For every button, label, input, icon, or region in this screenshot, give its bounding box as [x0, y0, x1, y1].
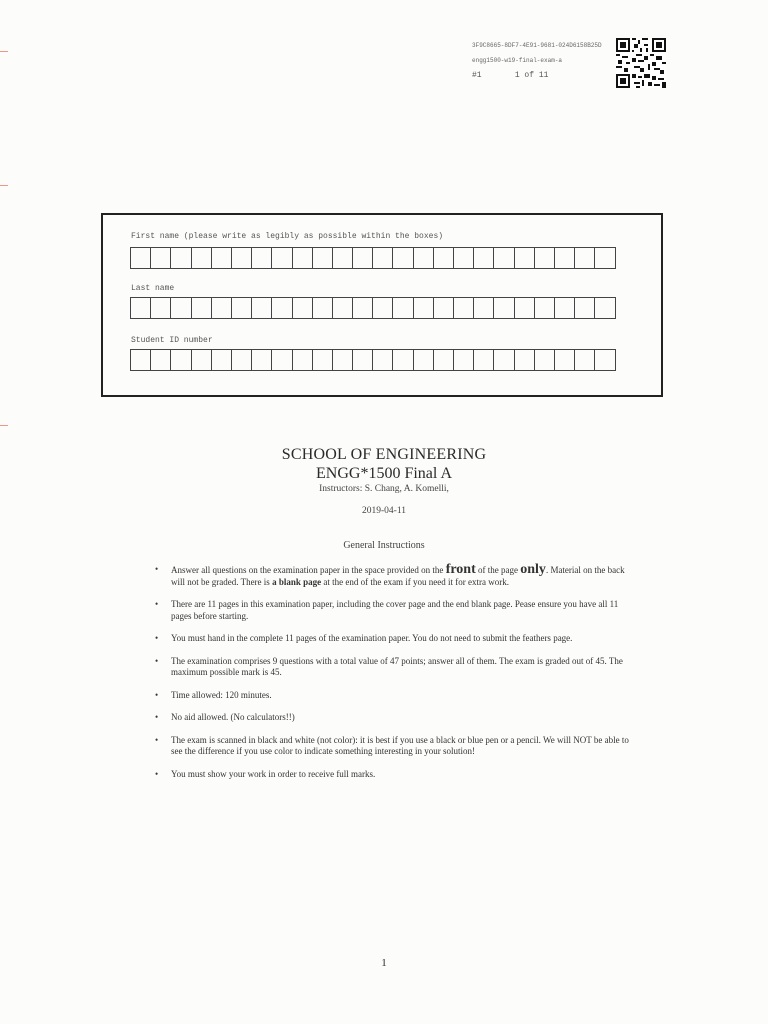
letter-box[interactable] — [352, 297, 373, 319]
letter-box[interactable] — [594, 349, 615, 371]
last-name-boxes[interactable] — [130, 297, 615, 319]
margin-mark — [0, 51, 8, 52]
list-item — [155, 712, 635, 724]
bullet-icon: • — [155, 655, 159, 666]
letter-box[interactable] — [251, 247, 272, 269]
letter-box[interactable] — [271, 349, 292, 371]
letter-box[interactable] — [493, 349, 514, 371]
letter-box[interactable] — [231, 247, 252, 269]
letter-box[interactable] — [574, 297, 595, 319]
letter-box[interactable] — [292, 297, 313, 319]
bullet-icon: • — [155, 633, 159, 643]
letter-box[interactable] — [312, 349, 333, 371]
student-id-label: Student ID number — [131, 336, 213, 345]
letter-box[interactable] — [372, 349, 393, 371]
letter-box[interactable] — [191, 297, 212, 319]
letter-box[interactable] — [413, 297, 434, 319]
letter-box[interactable] — [352, 349, 373, 371]
letter-box[interactable] — [574, 247, 595, 269]
list-item — [155, 690, 635, 702]
instruction-text: You must hand in the complete 11 pages of the examination paper. You do not need to submit the feathers page. — [171, 633, 573, 643]
margin-mark — [0, 185, 8, 186]
letter-box[interactable] — [211, 297, 232, 319]
first-name-label: First name (please write as legibly as possible within the boxes) — [131, 232, 444, 241]
letter-box[interactable] — [191, 247, 212, 269]
instruction-text: No aid allowed. (No calculators!!) — [171, 712, 295, 722]
letter-box[interactable] — [170, 247, 191, 269]
scan-header — [472, 38, 602, 83]
exam-number: #1 — [472, 71, 482, 80]
exam-date: 2019-04-11 — [362, 506, 406, 516]
letter-box[interactable] — [150, 247, 171, 269]
letter-box[interactable] — [493, 247, 514, 269]
course-title: ENGG*1500 Final A — [316, 465, 452, 482]
qr-code-icon — [616, 38, 666, 88]
letter-box[interactable] — [473, 349, 494, 371]
list-item — [155, 564, 635, 588]
letter-box[interactable] — [473, 297, 494, 319]
letter-box[interactable] — [453, 349, 474, 371]
school-title: SCHOOL OF ENGINEERING — [281, 446, 487, 463]
bullet-icon: • — [155, 689, 159, 700]
list-item — [155, 769, 635, 781]
margin-mark — [0, 425, 8, 426]
letter-box[interactable] — [392, 297, 413, 319]
letter-box[interactable] — [231, 297, 252, 319]
letter-box[interactable] — [251, 297, 272, 319]
instructors: Instructors: S. Chang, A. Komelli, — [319, 484, 449, 494]
bullet-icon: • — [155, 564, 159, 574]
bullet-icon: • — [155, 599, 159, 609]
instructions-list — [155, 564, 635, 791]
letter-box[interactable] — [150, 297, 171, 319]
general-instructions-heading: General Instructions — [343, 540, 425, 551]
letter-box[interactable] — [312, 297, 333, 319]
list-item — [155, 599, 635, 622]
instruction-text: Answer all questions on the examination paper in the space provided on the front of the page only. Material on the back will not be graded. There is a blank page at the end of the exam if you need it for extra work. — [171, 562, 625, 587]
list-item — [155, 735, 635, 758]
letter-box[interactable] — [433, 349, 454, 371]
letter-box[interactable] — [534, 297, 555, 319]
letter-box[interactable] — [433, 297, 454, 319]
letter-box[interactable] — [554, 349, 575, 371]
letter-box[interactable] — [433, 247, 454, 269]
letter-box[interactable] — [292, 349, 313, 371]
letter-box[interactable] — [514, 297, 535, 319]
letter-box[interactable] — [170, 297, 191, 319]
letter-box[interactable] — [493, 297, 514, 319]
letter-box[interactable] — [130, 349, 151, 371]
student-info-box — [101, 213, 663, 397]
letter-box[interactable] — [574, 349, 595, 371]
last-name-label: Last name — [131, 284, 175, 293]
letter-box[interactable] — [372, 297, 393, 319]
letter-box[interactable] — [231, 349, 252, 371]
letter-box[interactable] — [453, 247, 474, 269]
letter-box[interactable] — [534, 349, 555, 371]
letter-box[interactable] — [514, 349, 535, 371]
letter-box[interactable] — [271, 297, 292, 319]
letter-box[interactable] — [392, 247, 413, 269]
list-item — [155, 656, 635, 679]
letter-box[interactable] — [251, 349, 272, 371]
letter-box[interactable] — [473, 247, 494, 269]
letter-box[interactable] — [271, 247, 292, 269]
bullet-icon: • — [155, 734, 159, 745]
student-id-boxes[interactable] — [130, 349, 615, 371]
letter-box[interactable] — [130, 247, 151, 269]
letter-box[interactable] — [594, 247, 615, 269]
scan-code: 3F9C8665-8DF7-4E91-9681-024D6158B25D — [472, 42, 602, 49]
instruction-text: There are 11 pages in this examination paper, including the cover page and the end blank page. Pease ensure you have all 11 pages before starting. — [171, 599, 619, 621]
list-item — [155, 633, 635, 645]
page-number: 1 — [381, 957, 387, 969]
letter-box[interactable] — [130, 297, 151, 319]
letter-box[interactable] — [413, 247, 434, 269]
letter-box[interactable] — [514, 247, 535, 269]
letter-box[interactable] — [332, 297, 353, 319]
letter-box[interactable] — [150, 349, 171, 371]
letter-box[interactable] — [534, 247, 555, 269]
letter-box[interactable] — [170, 349, 191, 371]
letter-box[interactable] — [191, 349, 212, 371]
instruction-text: The examination comprises 9 questions with a total value of 47 points; answer all of them. The exam is graded out of 45. The maximum possible mark is 45. — [171, 655, 623, 677]
letter-box[interactable] — [352, 247, 373, 269]
letter-box[interactable] — [554, 297, 575, 319]
letter-box[interactable] — [554, 247, 575, 269]
instruction-text: The exam is scanned in black and white (not color): it is best if you use a black or blue pen or a pencil. We will NOT be able to see the difference if you use color to indicate something interesting in your solution! — [171, 734, 629, 756]
page-of: 1 of 11 — [514, 71, 549, 80]
bullet-icon: • — [155, 768, 159, 779]
file-code: engg1500-w19-final-exam-a — [472, 57, 563, 64]
letter-box[interactable] — [392, 349, 413, 371]
letter-box[interactable] — [211, 349, 232, 371]
letter-box[interactable] — [413, 349, 434, 371]
instruction-text: You must show your work in order to receive full marks. — [171, 768, 376, 779]
letter-box[interactable] — [312, 247, 333, 269]
letter-box[interactable] — [292, 247, 313, 269]
letter-box[interactable] — [372, 247, 393, 269]
first-name-boxes[interactable] — [130, 247, 615, 269]
letter-box[interactable] — [211, 247, 232, 269]
letter-box[interactable] — [332, 247, 353, 269]
letter-box[interactable] — [332, 349, 353, 371]
letter-box[interactable] — [594, 297, 615, 319]
letter-box[interactable] — [453, 297, 474, 319]
bullet-icon: • — [155, 712, 159, 722]
instruction-text: Time allowed: 120 minutes. — [171, 689, 272, 700]
